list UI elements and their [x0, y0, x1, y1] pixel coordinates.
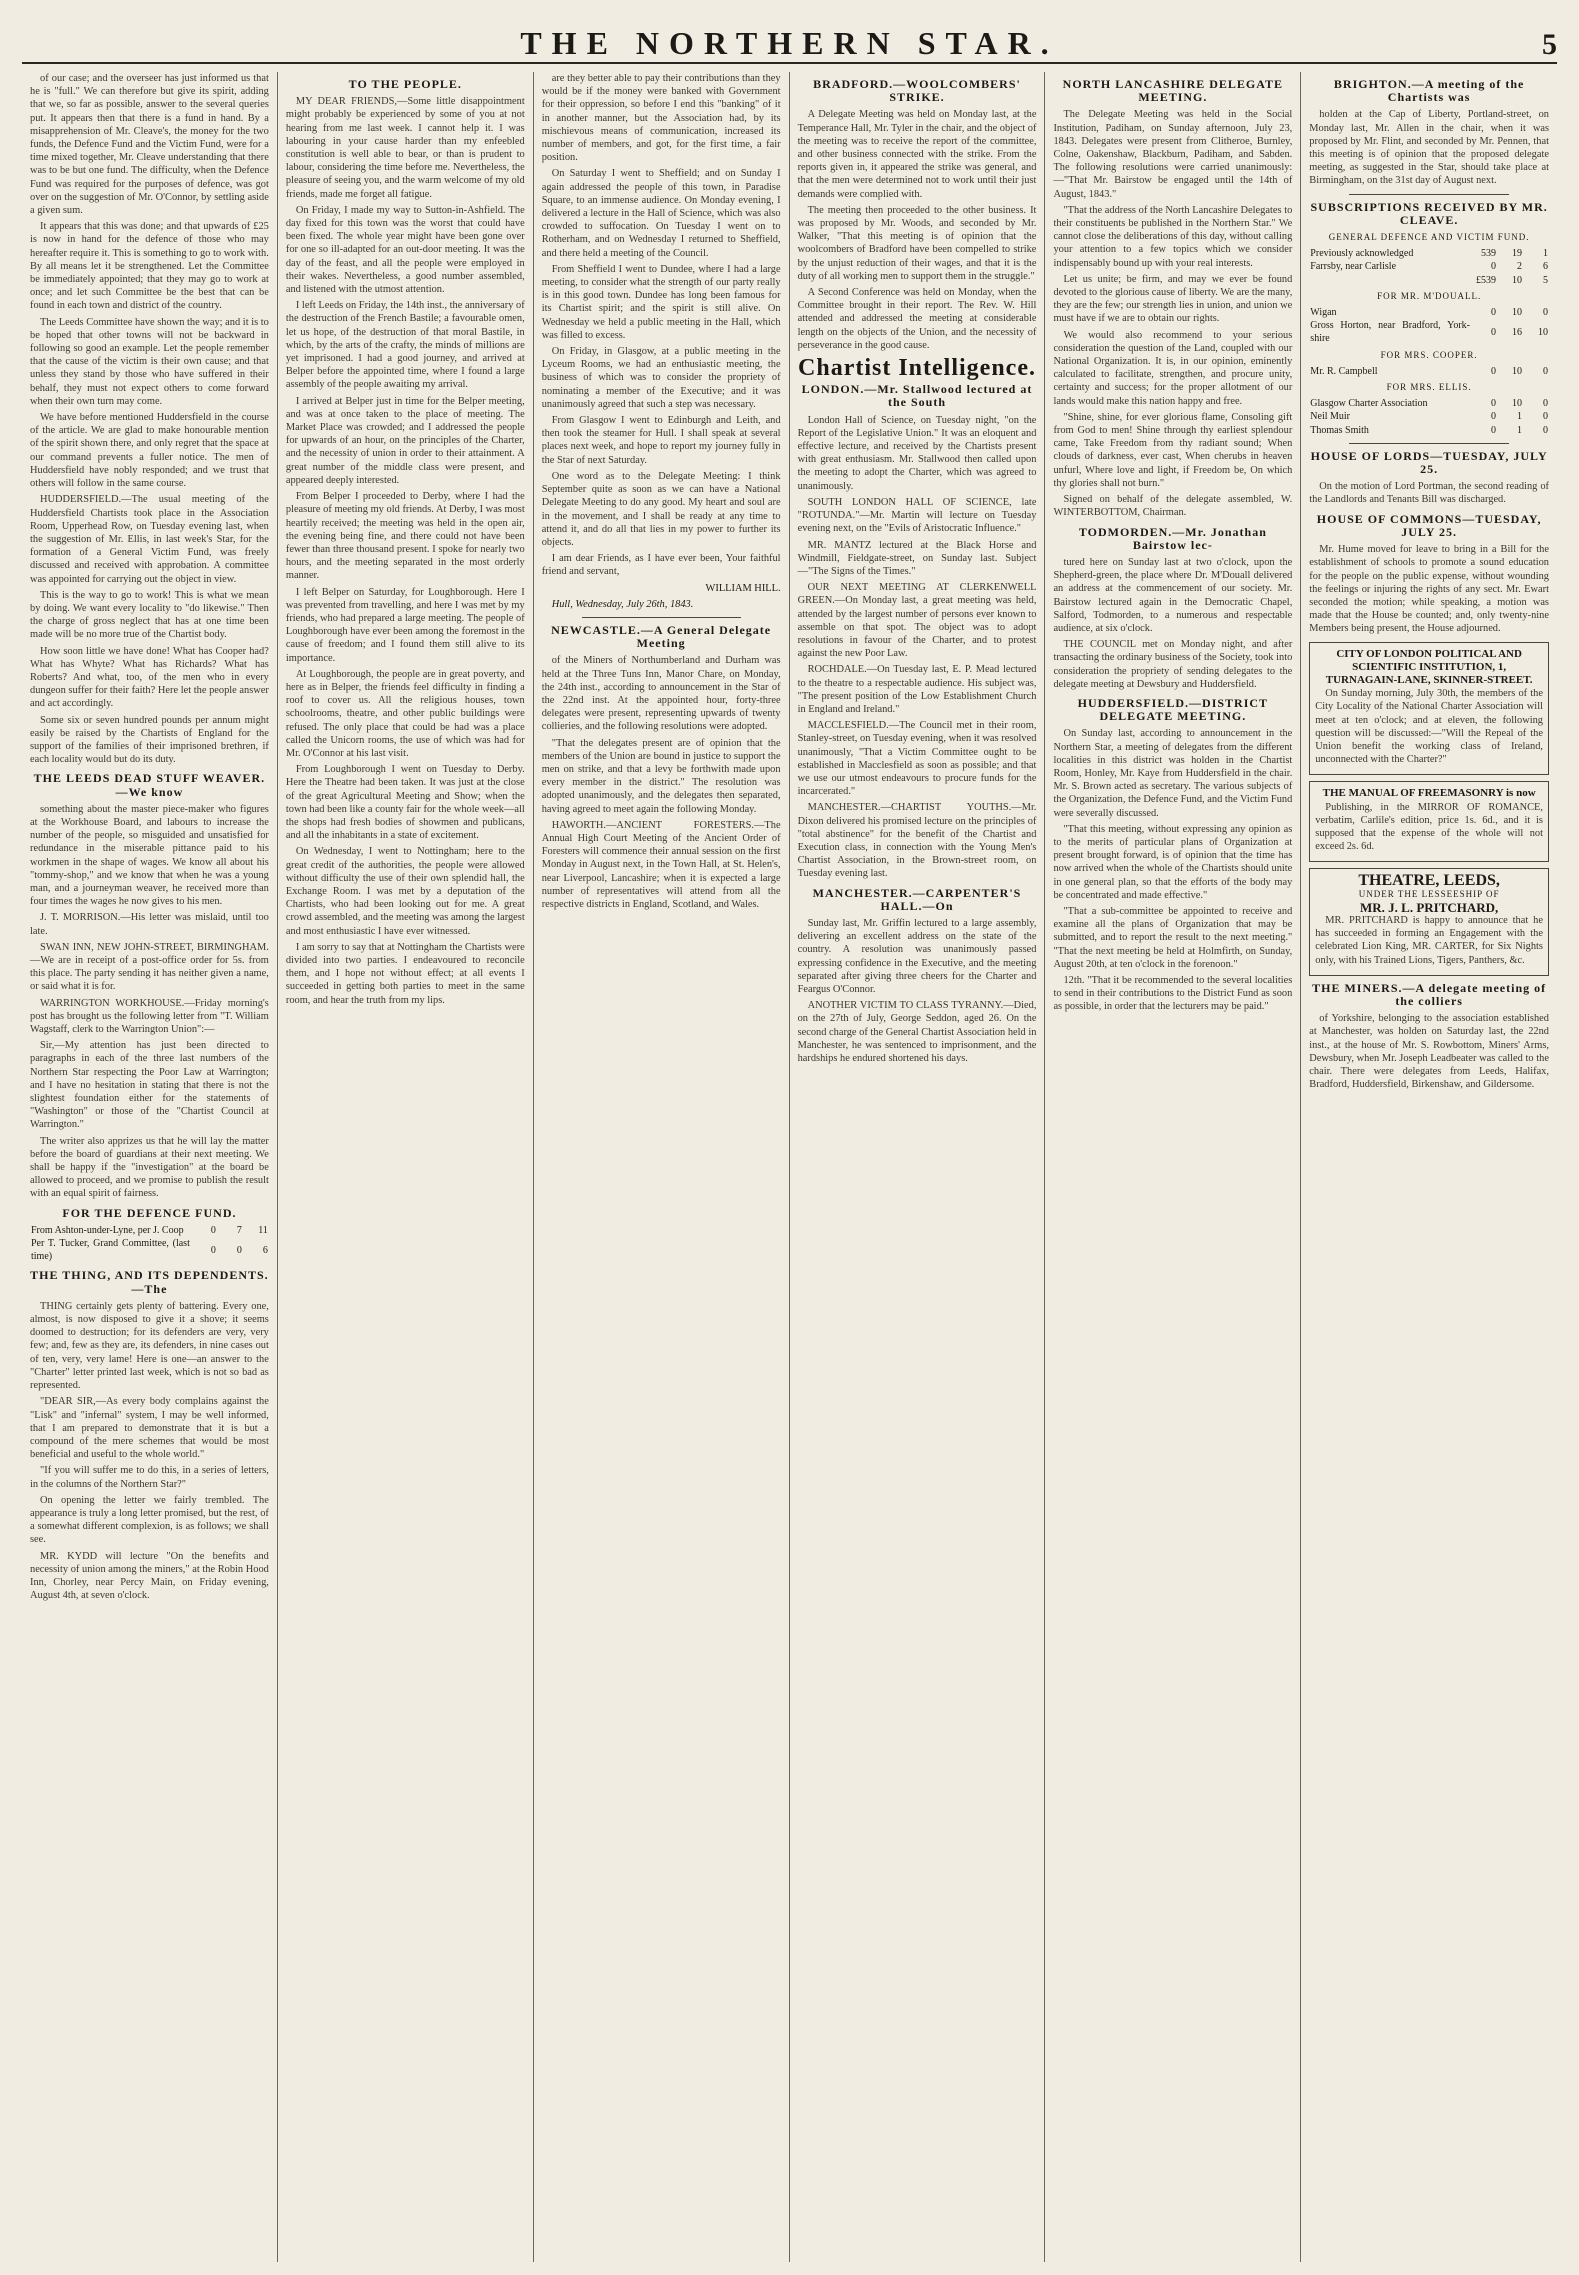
subscriptions-table-cooper: [1309, 365, 1549, 378]
money-cell-d: 11: [258, 1224, 268, 1236]
theatre-title: THEATRE, LEEDS,: [1358, 872, 1500, 890]
money-cell-s: 10: [1511, 274, 1522, 286]
money-cell-l: 0: [1490, 326, 1496, 338]
page-number: 5: [1542, 28, 1557, 61]
money-cell-s: 1: [1516, 411, 1522, 423]
heading-defence-fund: FOR THE DEFENCE FUND.: [62, 1205, 237, 1220]
money-cell-l: £539: [1475, 274, 1496, 286]
advert-theatre: THEATRE, LEEDS, UNDER THE LESSEESHIP OF MR. J. L. PRITCHARD, MR. PRITCHARD is happy to announce that he has succeeded in forming an Engagement with the celebrated Lion King, MR. CARTER, for Six Nights only, with his Trained Lions, Tigers, Panthers, &c.: [1309, 868, 1549, 975]
money-row: [1309, 319, 1549, 345]
money-row: [1309, 365, 1549, 378]
money-cell-item: [1309, 274, 1471, 287]
money-cell-item: From Ashton-under-Lyne, per J. Coop: [31, 1224, 184, 1236]
money-cell-s: 10: [1511, 307, 1522, 319]
newspaper-title: THE NORTHERN STAR.: [520, 25, 1059, 61]
money-cell-d: 1: [1542, 248, 1548, 260]
money-cell-item: Gross Horton, near Bradford, York-shire: [1310, 320, 1470, 345]
masthead: [22, 10, 1557, 64]
heading-north-lancashire: NORTH LANCASHIRE DELEGATE MEETING.: [1062, 77, 1284, 105]
column-4: BRADFORD.—WOOLCOMBERS' STRIKE. A Delegate Meeting was held on Monday last, at the Temperance Hall, Mr. Tyler in the chair, and the object of the meeting was to receive the report of the committee, and other business connected with the strike. From the reports given in, it appeared the strike was general, and that the men were determined not to work until their just demands were complied with. The meeting then proceeded to the other business. It was proposed by Mr. Woods, and seconded by Mr. Walker, "That this meeting is of opinion that the woolcombers of Bradford have been compelled to strike by the unjust reduction of their wages, and that it is the duty of all working men to support them in the struggle." A Second Conference was held on Monday, when the Committee brought in their report. The Rev. W. Hill attended and addressed the meeting at considerable length on the objects of the Union, and the necessity of perseverance in the good cause. Chartist Intelligence. LONDON.—Mr. Stallwood lectured at the South London Hall of Science, on Tuesday night, "on the Report of the Legislative Union." It was an eloquent and effective lecture, and received by the Chartists present with great enthusiasm. Mr. Stallwood then called upon the meeting to adopt the Charter, which was agreed to unanimously. SOUTH LONDON HALL OF SCIENCE, late "ROTUNDA."—Mr. Martin will lecture on Tuesday evening next, on the "Evils of Aristocratic Influence." MR. MANTZ lectured at the Black Horse and Windmill, Fieldgate-street, on Sunday last. Subject—"The Signs of the Times." OUR NEXT MEETING AT CLERKENWELL GREEN.—On Monday last, a great meeting was held, attended by the largest number of persons ever known to assemble on that spot. The object was to adopt resolutions in favour of the Charter, and to protest against the new Poor Law. ROCHDALE.—On Tuesday last, E. P. Mead lectured to the theatre to a respectable audience. His subject was, "The present position of the Low Establishment Church in England and Ireland." MACCLESFIELD.—The Council met in their room, Stanley-street, on Tuesday evening, when it was resolved unanimously, "That a Victim Committee ought to be established in Macclesfield as soon as possible; and that we use our utmost endeavours to procure funds for the incarcerated." MANCHESTER.—CHARTIST YOUTHS.—Mr. Dixon delivered his promised lecture on the principles of "total abstinence" for the benefit of the Chartist and Execution class, in connection with the Young Men's Chartist Association, in the Brown-street room, on Tuesday evening last. MANCHESTER.—CARPENTER'S HALL.—On Sunday last, Mr. Griffin lectured to a large assembly, delivering an excellent address on the state of the country. A resolution was unanimously passed expressing confidence in the Executive, and the meeting separated after giving three cheers for the Charter and Feargus O'Connor. ANOTHER VICTIM TO CLASS TYRANNY.—Died, on the 27th of July, George Seddon, aged 26. On the second charge of the General Chartist Association held in Manchester, he was sentenced to imprisonment, and the hardships he endured shortened his days.: [790, 72, 1046, 2262]
money-cell-l: 0: [1490, 261, 1496, 273]
money-cell-s: 2: [1516, 261, 1522, 273]
column-6: BRIGHTON.—A meeting of the Chartists was holden at the Cap of Liberty, Portland-street, on Monday last, Mr. Allen in the chair, when it was proposed by Mr. Flint, and seconded by Mr. Pennen, that this meeting is of opinion that the proposed delegate meeting, as suggested in the Star, should take place at Birmingham, on the 31st day of August next. SUBSCRIPTIONS RECEIVED BY MR. CLEAVE. GENERAL DEFENCE AND VICTIM FUND. Previously acknowledged 539 19 1 Farrsby, near Carlisle 0 2 6 £539 10 5 FOR MR. M'DOUALL. Wigan 0 10 0 Gross Horton, near Bradford, York-shire 0 16 10 FOR MRS. COOPER. Mr. R. Campbell 0 10 0 FOR MRS. ELLIS. Glasgow Charter Association 0 10 0 Neil Muir 0 1 0 Thomas Smith 0 1 0 HOUSE OF LORDS—TUESDAY, JULY 25. On the motion of Lord Portman, the second reading of the Landlords and Tenants Bill was discharged. HOUSE OF COMMONS—TUESDAY, JULY 25. Mr. Hume moved for leave to bring in a Bill for the establishment of schools to promote a sound education for the people on the public expense, without wounding the feelings or injuring the rights of any sect. Mr. Ewart seconded the motion; while speaking, a motion was made that the House be counted; and, only twenty-nine Members being present, the House adjourned. CITY OF LONDON POLITICAL AND SCIENTIFIC INSTITUTION, 1, TURNAGAIN-LANE, SKINNER-STREET. On Sunday morning, July 30th, the members of the City Locality of the National Charter Association will meet at ten o'clock; and at eleven, the following question will be discussed:—"Will the Repeal of the Union benefit the working class of Ireland, unconnected with the Charter?" THE MANUAL OF FREEMASONRY is now Publishing, in the MIRROR OF ROMANCE, verbatim, Carlile's edition, price 1s. 6d., and it is supposed that the expense of the whole will not exceed 2s. 6d. THEATRE, LEEDS, UNDER THE LESSEESHIP OF MR. J. L. PRITCHARD, MR. PRITCHARD is happy to announce that he has succeeded in forming an Engagement with the celebrated Lion King, MR. CARTER, for Six Nights only, with his Trained Lions, Tigers, Panthers, &c. THE MINERS.—A delegate meeting of the colliers of Yorkshire, belonging to the association established at Manchester, was holden on Saturday last, the 22nd inst., at the house of Mr. S. Rowbottom, Miners' Arms, Dewsbury, when Mr. Joseph Leadbeater was called to the chair. There were delegates from Leeds, Halifax, Bradford, Huddersfield, Birkenshaw, and Gildersome.: [1309, 77, 1549, 1091]
theatre-lessee: MR. J. L. PRITCHARD,: [1359, 899, 1499, 915]
money-cell-l: 0: [210, 1224, 216, 1236]
defence-fund-table: [30, 1224, 269, 1264]
heading-huddersfield: HUDDERSFIELD.—DISTRICT DELEGATE MEETING.: [1077, 695, 1269, 724]
money-cell-s: 10: [1511, 365, 1522, 377]
column-5: NORTH LANCASHIRE DELEGATE MEETING. The Delegate Meeting was held in the Social Institution, Padiham, on Sunday afternoon, July 23, 1843. Delegates were present from Clitheroe, Burnley, Colne, Oakenshaw, Blackburn, Padiham, and Sabden. The following resolutions were carried unanimously:—"That Mr. Bairstow be engaged until the 14th of August, 1843." "That the address of the North Lancashire Delegates to their constituents be published in the Northern Star." We cannot close the deliberations of this day, without calling your attention to a few topics which we consider indispensably bound up with your real interests. Let us unite; be firm, and may we ever be found devoted to the glorious cause of liberty. We are the many, they are the few; our strength lies in union, and union we must have if we are to obtain our rights. We would also recommend to your serious consideration the question of the Land, coupled with our National Organization. It is, in our opinion, eminently calculated to facilitate, strengthen, and procure unity, certainty and success; for the proper allotment of our lands would make this nation happy and free. "Shine, shine, for ever glorious flame, Consoling gift from God to men! Shine through thy earliest splendour came, Take Freedom from thy radiant sound; When clouds of darkness, ever cast, When cherubs in heaven unfurl, Where love and light, if Freedom be, On which thy glories shall not burn." Signed on behalf of the delegate assembled, W. WINTERBOTTOM, Chairman. TODMORDEN.—Mr. Jonathan Bairstow lec- tured here on Sunday last at two o'clock, upon the Shepherd-green, the place where Dr. M'Douall delivered an address at the commencement of our society. Mr. Bairstow lectured again in the Democratic Chapel, Salford, Todmorden, to a numerous and respectable audience, at six o'clock. THE COUNCIL met on Monday night, and after transacting the ordinary business of the Society, took into consideration the propriety of sending delegates to the delegate meeting at Dewsbury and Huddersfield. HUDDERSFIELD.—DISTRICT DELEGATE MEETING. On Sunday last, according to announcement in the Northern Star, a meeting of delegates from the different localities in this district was holden in the Chartist Room, Honley, Mr. Kaye from Huddersfield in the chair. Mr. S. Brown acted as secretary. The various subjects of the Organization, the Defence Fund, and the Victim Fund were severally discussed. "That this meeting, without expressing any opinion as to the merits of particular plans of Organization at present brought forward, is of opinion that the time has now arrived when the whole of the Chartists should unite in one general plan, so that the efforts of the body may be concentrated and made effective." "That a sub-committee be appointed to receive and examine all the plans of Organization that may be submitted, and to report the result to the next meeting." "That the next meeting be held at Holmfirth, on Sunday, August 20th, at ten o'clock in the forenoon." 12th. "That it be recommended to the several localities to send in their contributions to the District Fund as soon as possible, in order that the lecturers may be paid.": [1045, 72, 1301, 2262]
heading-house-of-lords: HOUSE OF LORDS—TUESDAY, JULY 25.: [1310, 448, 1548, 477]
money-row: [1309, 410, 1549, 423]
money-cell-d: 6: [262, 1244, 268, 1256]
money-cell-d: 0: [1542, 411, 1548, 423]
heading-brighton: BRIGHTON.—A meeting of the Chartists was: [1333, 77, 1525, 105]
money-row: [1309, 397, 1549, 410]
column-2: TO THE PEOPLE. MY DEAR FRIENDS,—Some little disappointment might probably be experienced by some of you at not hearing from me last week. I cannot help it. I was labouring in your cause harder than my enfeebled constitution is well able to bear, or than is prudent to labour, considering the time before me. Nevertheless, the pleasure of seeing you, and the warm welcome of my old friends, made me forget all fatigue. On Friday, I made my way to Sutton-in-Ashfield. The day fixed for this town was the worst that could have been fixed. The whole year might have been gone over for one so ill-adapted for an out-door meeting. It was the day of the feast, and all the people were employed in their wakes. Nevertheless, a good number assembled, and listened with the utmost attention. I left Leeds on Friday, the 14th inst., the anniversary of the destruction of the French Bastile; a favourable omen, let us hope, of the destruction of that moral Bastile, in which, by the arts of the crafty, the minds of millions are yet imprisoned. I had a good journey, and arrived at Belper before the appointed time, where I found a large assembly of the people awaiting my arrival. I arrived at Belper just in time for the Belper meeting, and was at once taken to the place of meeting. The Market Place was crowded; and I addressed the people for upwards of an hour, on the principles of the Charter, and the necessity of union in order to their attainment. A great number of the middle class were present, and appeared deeply interested. From Belper I proceeded to Derby, where I had the pleasure of meeting my old friends. At Derby, I was most heartily received; the meeting was held in the open air, the evening being fine, and there could not have been fewer than three thousand present. I spoke for nearly two hours, and the meeting separated in the most orderly manner. I left Belper on Saturday, for Loughborough. Here I was prevented from travelling, and here I was met by my friends, who had prepared a large meeting. The people of Loughborough have ever been among the foremost in the cause of freedom; and I found them still alive to its importance. At Loughborough, the people are in great poverty, and here as in Belper, the friends feel difficulty in finding a roof to cover us. All the religious houses, town schoolrooms, theatre, and other public buildings were refused. The only place that could be had was a place called the Unicorn rooms, the use of which was had for Mr. O'Connor at his last visit. From Loughborough I went on Tuesday to Derby. Here the Theatre had been taken. It was just at the close of the great Agricultural Meeting and Show; when the town had been like a county fair for the whole week—all the shops had fresh bodies of showmen and publicans, and all the inhabitants in a state of excitement. On Wednesday, I went to Nottingham; here to the great credit of the authorities, the people were allowed without difficulty the use of their own splendid hall, the Exchange Room. I was met by a deputation of the Chartists, who had been looking out for me. A great crowd assembled, and the meeting was among the largest and most enthusiastic I have ever witnessed. I am sorry to say that at Nottingham the Chartists were divided into two parties. I endeavoured to reconcile them, and I hope not without effect; at all events I succeeded in getting both parties to meet in the same room, and hear the truth from my lips.: [278, 72, 534, 2262]
money-cell-d: 0: [1542, 365, 1548, 377]
subscriptions-subheading-ellis: FOR MRS. ELLIS.: [1386, 382, 1472, 393]
heading-london: LONDON.—Mr. Stallwood lectured at the South: [801, 382, 1033, 410]
money-cell-s: 19: [1511, 248, 1522, 260]
money-cell-l: 0: [1490, 307, 1496, 319]
subscriptions-subheading-mdouall: FOR MR. M'DOUALL.: [1377, 290, 1482, 301]
money-cell-l: 539: [1480, 248, 1496, 260]
column-1: of our case; and the overseer has just informed us that he is "full." We can therefore but give its spirit, adding that we, so far as possible, answer to the several queries put. It appears then that there is a fund in hand. By a misapprehension of Mr. Cleave's, the money for the two funds, the Defence Fund and the Victim Fund, were for a time mixed together, Mr. Cleave understanding that there was to be but one fund. The difficulty, when the Defence Fund was required for the purposes of defence, was got over on the suggestion of Mr. O'Connor, by settling aside a given sum. It appears that this was done; and that upwards of £25 is now in hand for the defence of those who may hereafter require it. This is something to go to work with. By all means let it be strengthened. Let the Committee be immediately appointed; that they may go to work at once; and let such Committee be the best that can be found in each town and district of the country. The Leeds Committee have shown the way; and it is to be hoped that other towns will not be backward in following so good an example. Let the people remember that the cause of the victim is their own cause; and that unless they stand by those who have suffered in their behalf, they must not expect others to come forward when their own turn may come. We have before mentioned Huddersfield in the course of the article. We are glad to make honourable mention of the spirit shown there, and only regret that the space at our command prevents a fuller notice. The men of Huddersfield have nobly responded; and we trust that others will follow in the same course. HUDDERSFIELD.—The usual meeting of the Huddersfield Chartists took place in the Association Room, Upperhead Row, on Tuesday evening last, when the suggestion of Mr. Ellis, in last week's Star, for the formation of a General Victim Fund, was freely discussed and received with approbation. A committee was appointed for carrying out the object in view. This is the way to go to work! This is what we mean by doing. We want every locality to "do likewise." Then the charge of gross neglect that has at one time been made will be no more true of the Chartist body. How soon little we have done! What has Cooper had? What has Whyte? What has Richards? What has Roberts? And what, too, of the men who in every dungeon suffer for their faith? Here let the people answer and act accordingly. Some six or seven hundred pounds per annum might easily be raised by the Chartists of England for the support of the families of their imprisoned brethren, if each locality would but do its duty. THE LEEDS DEAD STUFF WEAVER.—We know something about the master piece-maker who figures at the Workhouse Board, and labours to increase the number of the people, so misguided and unsatisfied for redundance in the miserable pittance paid to his workmen in the shape of wages. We know all about his "tommy-shop," and we know that when he was a young man, and a journeyman weaver, he received more than four times the wages he now gives to his men. J. T. MORRISON.—His letter was mislaid, until too late. SWAN INN, NEW JOHN-STREET, BIRMINGHAM.—We are in receipt of a post-office order for 5s. from this place. The party sending it has neither given a name, or said what it is for. WARRINGTON WORKHOUSE.—Friday morning's post has brought us the following letter from "T. William Wagstaff, clerk to the Warrington Union":— Sir,—My attention has just been directed to paragraphs in each of the three last numbers of the Northern Star respecting the Poor Law at Warrington; and I have no hesitation in stating that there is not the slightest foundation either for the statements of "Washington" or those of the "Chartist Council at Warrington." The writer also apprizes us that he will lay the matter before the board of guardians at their next meeting. We shall be happy if the "investigation" at the board be allowed to proceed, and we promise to publish the result with an equal spirit of fairness. FOR THE DEFENCE FUND. From Ashton-under-Lyne, per J. Coop 0 7 11 Per T. Tucker, Grand Committee, (last time) 0 0 6 THE THING, AND ITS DEPENDENTS.—The THING certainly gets plenty of battering. Every one, almost, is now disposed to give it a shove; it seems doomed to destruction; for its defenders are very, very few; and, few as they are, its defenders, in nine cases out of ten, very, very lame! Here is one—an answer to the "Charter" letter printed last week, which is not so bad as represented. "DEAR SIR,—As every body complains against the "Lisk" and "infernal" system, I may be well informed, that I am prepared to demonstrate that it is but a compound of the mere schemes that would be most beneficial and useful to the whole world." "If you will suffer me to do this, in a series of letters, in the columns of the Northern Star?" On opening the letter we fairly trembled. The appearance is truly a long letter promised, but the rest, of a somewhat different complexion, is as follows; we shall see. MR. KYDD will lecture "On the benefits and necessity of union among the miners," at the Robin Hood Inn, Chorley, near Percy Main, on Friday evening, August 4th, at seven o'clock.: [22, 72, 278, 2262]
money-cell-s: 1: [1516, 424, 1522, 436]
money-cell-d: 0: [1542, 307, 1548, 319]
money-cell-item: Per T. Tucker, Grand Committee, (last time): [31, 1238, 190, 1263]
money-cell-item: Farrsby, near Carlisle: [1310, 261, 1397, 273]
money-row: [1309, 306, 1549, 319]
subscriptions-table-mdouall: [1309, 306, 1549, 346]
money-row: [1309, 247, 1549, 260]
signature: WILLIAM HILL.: [705, 582, 781, 594]
money-row: [30, 1237, 269, 1263]
money-cell-d: 10: [1537, 326, 1548, 338]
money-cell-d: 5: [1542, 274, 1548, 286]
column-3: are they better able to pay their contributions than they would be if the money were banked with Government for their oppression, so before I end this "banking" of it in another manner, but the Association had, by its mischievous means of communication, increased its number of members, and got, for the first time, a fair position. On Saturday I went to Sheffield; and on Sunday I again addressed the people of this town, in Paradise Square, to an immense audience. On Monday evening, I delivered a lecture in the Hall of Science, which was also crowded to suffocation. On Tuesday I went on to Rotherham, and on Wednesday I returned to Sheffield, and there held a meeting of the Council. From Sheffield I went to Dundee, where I had a large meeting, to consider what the strength of our party really is in this good town. Dundee has long been famous for its Chartist spirit; and the spirit is still alive. On Wednesday we held a public meeting in the Hall, which was filled to excess. On Friday, in Glasgow, at a public meeting in the Lyceum Rooms, we had an enthusiastic meeting, the business of which was to consider the propriety of nominating a member of the Executive; and it was unanimously agreed that such a step was necessary. From Glasgow I went to Edinburgh and Leith, and then took the steamer for Hull. I shall speak at several places next week, and hope to report my journey fully in the Star of next Saturday. One word as to the Delegate Meeting: I think September quite as soon as we can have a National Delegate Meeting to do any good. My heart and soul are in the movement, and I shall be ready at any time to attend it, and do all that lies in my power to further its objects. I am dear Friends, as I have ever been, Your faithful friend and servant, WILLIAM HILL. Hull, Wednesday, July 26th, 1843. NEWCASTLE.—A General Delegate Meeting of the Miners of Northumberland and Durham was held at the Three Tuns Inn, Manor Chare, on Monday, the 24th inst., according to announcement in the Star of the 22nd inst. At the appointed hour, forty-three delegates were present, representing upwards of twenty collieries, and the following resolutions were adopted. "That the delegates present are of opinion that the members of the Union are bound in justice to support the men on strike, and that a levy be forthwith made upon every member in the district." The resolution was adopted unanimously, and the delegates then separated, having agreed to meet again the following Monday. HAWORTH.—ANCIENT FORESTERS.—The Annual High Court Meeting of the Ancient Order of Foresters will commence their annual session on the first Monday in August next, in the Town Hall, at St. Helen's, near Liverpool, Lancashire; when it is expected a large number of representatives will attend from all the respective districts in England, Scotland, and Wales.: [534, 72, 790, 2262]
subscriptions-table-general: [1309, 247, 1549, 287]
money-cell-item: Previously acknowledged: [1310, 248, 1414, 260]
money-cell-item: Glasgow Charter Association: [1310, 398, 1428, 410]
heading-todmorden: TODMORDEN.—Mr. Jonathan Bairstow lec-: [1078, 524, 1267, 552]
subscriptions-subheading-cooper: FOR MRS. COOPER.: [1380, 349, 1478, 360]
money-cell-l: 0: [1490, 411, 1496, 423]
money-cell-s: 16: [1511, 326, 1522, 338]
section-title-chartist-intelligence: Chartist Intelligence.: [798, 355, 1036, 382]
money-cell-d: 0: [1542, 398, 1548, 410]
advert-freemasonry: THE MANUAL OF FREEMASONRY is now Publishing, in the MIRROR OF ROMANCE, verbatim, Carlile's edition, price 1s. 6d., and it is supposed that the expense of the whole will not exceed 2s. 6d.: [1309, 781, 1549, 862]
columns: [22, 72, 1557, 2262]
heading-miners: THE MINERS.—A delegate meeting of the colliers: [1312, 980, 1547, 1008]
heading-dependents: THE THING, AND ITS DEPENDENTS.—The: [30, 1268, 269, 1296]
money-row: [1309, 274, 1549, 287]
subscriptions-subheading: GENERAL DEFENCE AND VICTIM FUND.: [1328, 232, 1530, 243]
money-cell-l: 0: [210, 1244, 216, 1256]
money-cell-item: Wigan: [1310, 307, 1337, 319]
heading-house-of-commons: HOUSE OF COMMONS—TUESDAY, JULY 25.: [1316, 511, 1542, 539]
subscriptions-table-ellis: [1309, 397, 1549, 437]
money-cell-s: 10: [1511, 398, 1522, 410]
money-cell-l: 0: [1490, 365, 1496, 377]
money-cell-l: 0: [1490, 398, 1496, 410]
heading-leeds-weaver: THE LEEDS DEAD STUFF WEAVER.—We know: [33, 771, 266, 799]
heading-manchester: MANCHESTER.—CARPENTER'S HALL.—On: [812, 885, 1022, 913]
heading-subscriptions: SUBSCRIPTIONS RECEIVED BY MR. CLEAVE.: [1310, 199, 1548, 227]
money-cell-d: 6: [1542, 261, 1548, 273]
heading-bradford: BRADFORD.—WOOLCOMBERS' STRIKE.: [813, 77, 1021, 105]
money-row: [1309, 260, 1549, 273]
dateline: Hull, Wednesday, July 26th, 1843.: [551, 598, 694, 610]
heading-newcastle: NEWCASTLE.—A General Delegate Meeting: [551, 622, 772, 651]
money-cell-s: 0: [236, 1244, 242, 1256]
money-cell-l: 0: [1490, 424, 1496, 436]
heading-to-the-people: TO THE PEOPLE.: [348, 77, 462, 91]
advert-institution: CITY OF LONDON POLITICAL AND SCIENTIFIC INSTITUTION, 1, TURNAGAIN-LANE, SKINNER-STREET. On Sunday morning, July 30th, the members of the City Locality of the National Charter Association will meet at ten o'clock; and at eleven, the following question will be discussed:—"Will the Repeal of the Union benefit the working class of Ireland, unconnected with the Charter?": [1309, 642, 1549, 776]
money-row: [30, 1224, 269, 1237]
money-cell-d: 0: [1542, 424, 1548, 436]
money-cell-item: Mr. R. Campbell: [1310, 365, 1378, 377]
money-row: [1309, 424, 1549, 437]
money-cell-item: Thomas Smith: [1310, 424, 1369, 436]
money-cell-s: 7: [236, 1224, 242, 1236]
money-cell-item: Neil Muir: [1310, 411, 1351, 423]
